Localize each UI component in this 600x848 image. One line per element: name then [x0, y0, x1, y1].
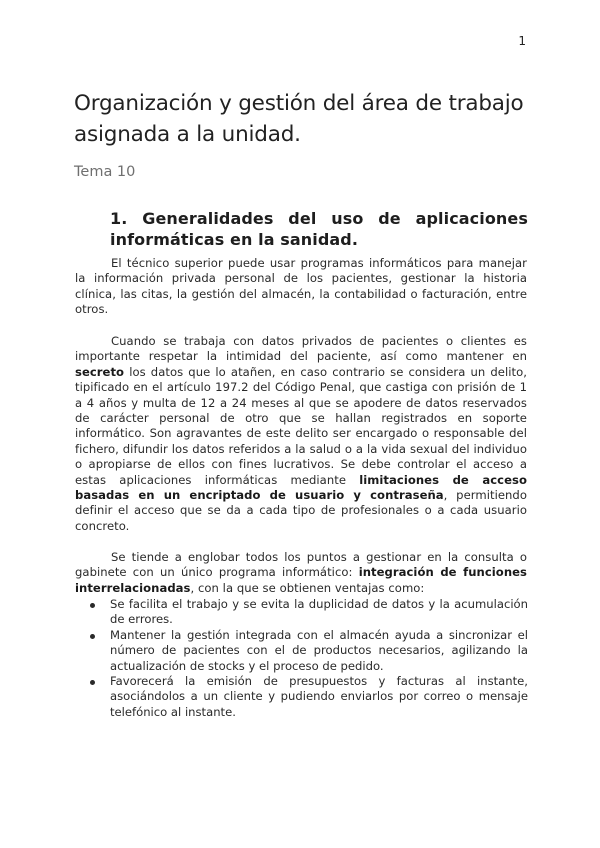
- list-item: [90, 674, 528, 720]
- paragraph-3-text-a: Se tiende a englobar todos los puntos a gestionar en la consulta o gabinete con un único programa informático:: [75, 550, 527, 580]
- paragraph-1: [75, 256, 527, 318]
- page-number: 1: [518, 34, 526, 48]
- list-item-text: Favorecerá la emisión de presupuestos y facturas al instante, asociándolos a un cliente y pudiendo enviarlos por correo o mensaje telefónico al instante.: [110, 674, 528, 719]
- paragraph-2-text-e: , permitiendo definir el acceso que se da a cada tipo de profesionales o a cada usuario concreto.: [75, 488, 527, 533]
- list-item-text: Mantener la gestión integrada con el almacén ayuda a sincronizar el número de pacientes con el de productos necesarios, agilizando la actualización de stocks y el proceso de pedido.: [110, 627, 528, 673]
- paragraph-2-bold-secreto: secreto: [75, 364, 125, 379]
- bullet-icon: [90, 603, 95, 608]
- list-item: [90, 597, 528, 628]
- paragraph-2-text-c: los datos que lo atañen, en caso contrario se considera un delito, tipificado en el artículo 197.2 del Código Penal, que castiga con prisión de 1 a 4 años y multa de 12 a 24 meses al que se apodere de datos reservados de carácter personal de otro que se hallan registrados en soporte informático. Son agravantes de este delito ser encargado o responsable del fichero, difundir los datos referidos a la salud o a la vida sexual del individuo o apropiarse de ellos con fines lucrativos. Se debe controlar el acceso a estas aplicaciones informáticas mediante: [75, 364, 527, 487]
- paragraph-2-bold-limitaciones: limitaciones de acceso basadas en un encriptado de usuario y contraseña: [75, 472, 527, 503]
- list-item-text: Se facilita el trabajo y se evita la duplicidad de datos y la acumulación de errores.: [110, 597, 528, 627]
- document-subtitle: Tema 10: [74, 164, 136, 180]
- bullet-icon: [90, 680, 95, 685]
- paragraph-2-text-a: Cuando se trabaja con datos privados de pacientes o clientes es importante respetar la intimidad del paciente, así como mantener en: [75, 334, 527, 364]
- section-heading: 1. Generalidades del uso de aplicaciones informáticas en la sanidad.: [110, 209, 528, 249]
- list-item: [90, 628, 528, 674]
- advantages-list: [90, 597, 528, 720]
- paragraph-3-text-c: , con la que se obtienen ventajas como:: [190, 580, 425, 595]
- document-title: Organización y gestión del área de trabajo asignada a la unidad.: [74, 91, 524, 147]
- paragraph-2: [75, 334, 527, 534]
- paragraph-3-bold-integracion: integración de funciones interrelacionadas: [75, 565, 527, 595]
- bullet-icon: [90, 634, 95, 639]
- paragraph-3: [75, 550, 527, 596]
- paragraph-1-text: El técnico superior puede usar programas informáticos para manejar la información privada personal de los pacientes, gestionar la historia clínica, las citas, la gestión del almacén, la contabilidad o facturación, entre otros.: [75, 256, 527, 317]
